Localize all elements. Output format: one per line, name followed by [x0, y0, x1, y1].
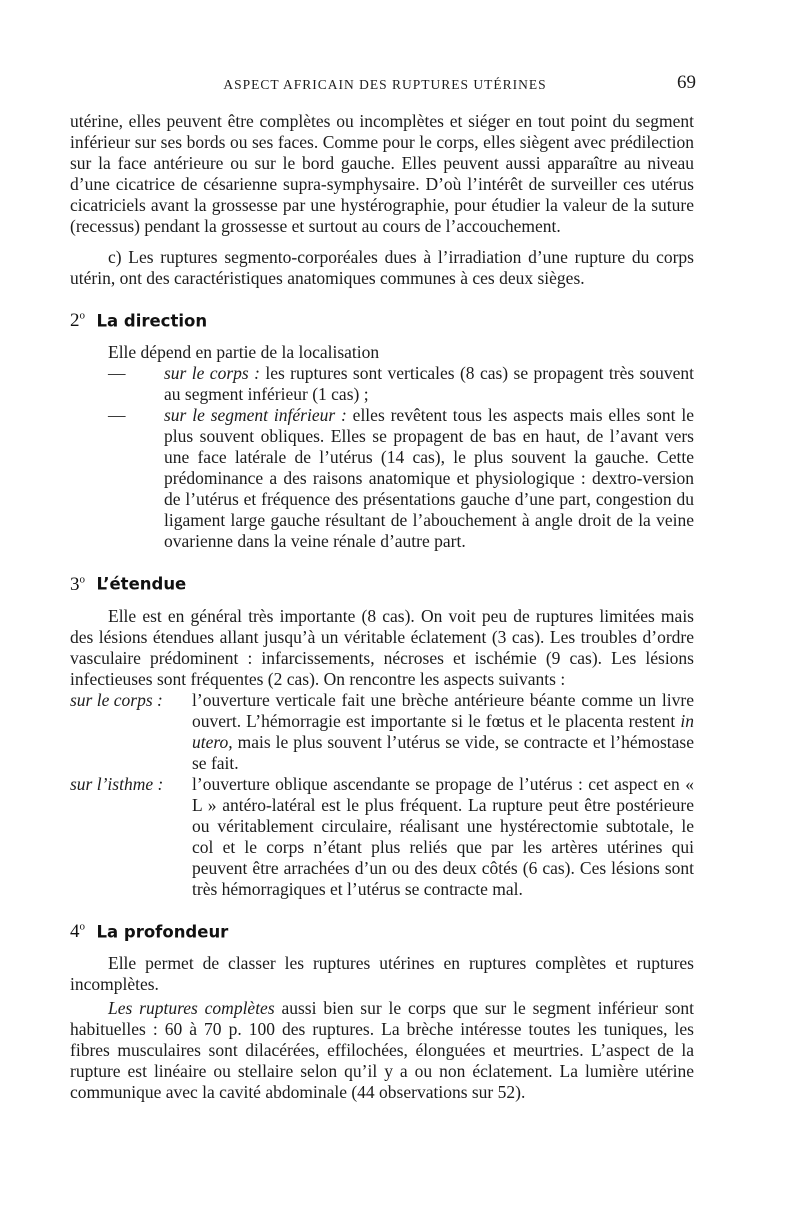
- section-heading-profondeur: [70, 916, 694, 943]
- dash-marker: —: [108, 405, 126, 426]
- item-label: sur le segment inférieur :: [164, 405, 347, 426]
- paragraph-italic-lead: Les ruptures complètes: [108, 997, 275, 1018]
- section-number: 2$^o$: [70, 310, 85, 332]
- running-title: ASPECT AFRICAIN DES RUPTURES UTÉRINES: [223, 77, 547, 92]
- direction-item-corps: [70, 363, 694, 405]
- profondeur-paragraph-2: [70, 998, 694, 1103]
- item-text: les ruptures sont verticales (8 cas) se propagent très souvent au segment inférieur (1 cas) ;: [164, 363, 694, 405]
- section-number: 3$^o$: [70, 573, 85, 595]
- item-label: sur l’isthme :: [70, 773, 164, 794]
- item-text-italic: in utero,: [192, 710, 694, 752]
- section-title: La profondeur: [96, 921, 229, 941]
- item-label: sur le corps :: [70, 689, 163, 710]
- etendue-item-isthme: [70, 774, 694, 900]
- section-heading-direction: [70, 305, 694, 332]
- paragraph-rest: aussi bien sur le corps que sur le segment inférieur sont habituelles : 60 à 70 p. 100 des ruptures. La brèche intéresse toutes les tuniques, les fibres musculaires sont dilacérées, effilochées, élonguées et meurtries. L’aspect de la rupture est linéaire ou stellaire selon qu’il y a ou non éclatement. La lumière utérine communique avec la cavité abdominale (44 observations sur 52).: [70, 997, 694, 1102]
- item-text: l’ouverture verticale fait une brèche antérieure béante comme un livre ouvert. L’hémorragie est importante si le fœtus et le placenta restent: [192, 689, 694, 731]
- item-text-end: mais le plus souvent l’utérus se vide, se contracte et l’hémostase se fait.: [192, 731, 694, 773]
- dash-marker: —: [108, 363, 126, 384]
- section-number: 4$^o$: [70, 920, 85, 942]
- etendue-paragraph: Elle est en général très importante (8 cas). On voit peu de ruptures limitées mais des lésions étendues allant jusqu’à un véritable éclatement (3 cas). Les troubles d’ordre vasculaire prédominent : infarcissements, nécroses et ischémie (9 cas). Les lésions infectieuses sont fréquentes (2 cas). On rencontre les aspects suivants :: [70, 605, 694, 689]
- etendue-item-corps: [70, 690, 694, 774]
- section-heading-etendue: [70, 568, 694, 595]
- profondeur-paragraph-1: Elle permet de classer les ruptures utérines en ruptures complètes et ruptures incomplètes.: [70, 952, 694, 994]
- direction-lead: Elle dépend en partie de la localisation: [108, 342, 380, 363]
- page-body: [70, 111, 694, 1103]
- item-text: elles revêtent tous les aspects mais elles sont le plus souvent obliques. Elles se propagent de bas en haut, de l’avant vers une face latérale de l’utérus (14 cas), le plus souvent la gauche. Cette prédominance a des raisons anatomique et physiologique : dextro-version de l’utérus et fréquence des présentations gauche d’une part, congestion du ligament large gauche résultant de l’abouchement à angle droit de la veine ovarienne dans la veine rénale d’autre part.: [164, 405, 694, 552]
- intro-paragraph-1: utérine, elles peuvent être complètes ou incomplètes et siéger en tout point du segment inférieur sur ses bords ou ses faces. Comme pour le corps, elles siègent avec prédilection sur la face antérieure ou sur le bord gauche. Elles peuvent aussi apparaître au niveau d’une cicatrice de césarienne supra-symphysaire. D’où l’intérêt de surveiller ces utérus cicatriciels avant la grossesse par une hystérographie, pour étudier la valeur de la suture (recessus) pendant la grossesse et surtout au cours de l’accouchement.: [70, 111, 694, 236]
- intro-paragraph-2: c) Les ruptures segmento-corporéales dues à l’irradiation d’une rupture du corps utérin, ont des caractéristiques anatomiques communes à ces deux sièges.: [70, 247, 694, 288]
- section-title: L’étendue: [96, 574, 187, 594]
- running-head: [70, 72, 700, 94]
- item-label: sur le corps :: [164, 363, 260, 384]
- direction-item-segment: [70, 405, 694, 552]
- section-title: La direction: [96, 311, 208, 331]
- item-text: l’ouverture oblique ascendante se propage de l’utérus : cet aspect en « L » antéro-latéral est le plus fréquent. La rupture peut être postérieure ou véritablement circulaire, réalisant une hystérectomie subtotale, le col et le corps n’étant plus reliés que par les artères utérines qui peuvent être arrachées d’un ou des deux côtés (6 cas). Ces lésions sont très hémorragiques et l’utérus se contracte mal.: [192, 773, 694, 899]
- page-number: 69: [677, 72, 696, 93]
